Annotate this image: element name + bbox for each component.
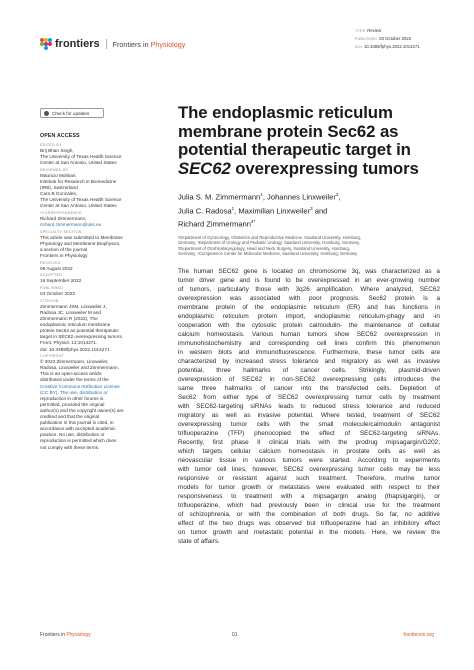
sidebar-section-text: credited and that the original <box>40 414 100 420</box>
sidebar-section-text: reproduction is permitted which does <box>40 438 117 444</box>
sidebar-section-text: 03 October 2022 <box>40 291 75 297</box>
abstract-line: cooperation with the cytosolic protein calmodulin- the maintenance of cellular <box>178 321 440 329</box>
sidebar-section-text: Front. Physiol. 13:1014271. <box>40 340 98 346</box>
author-affiliation-mark: 4* <box>251 218 256 224</box>
affiliation-line: Germany, ²Department of Urology and Pediatric Urology, Saarland University, Homburg, Germany, <box>178 240 360 246</box>
sidebar-section-label: CITATION <box>40 298 59 303</box>
abstract-line: effect of the two drugs was observed but trifluoperazine had an inhibitory effect <box>178 520 440 528</box>
affiliation-line: ³Department of Otorhinolaryngology, Head and Neck Surgery, Saarland University, Homburg, <box>178 245 350 251</box>
abstract-line: same three hallmarks of cancer into the transfected cells. Depletion of <box>178 384 440 392</box>
author-list <box>178 190 440 229</box>
abstract-line: with tumor cell lines, however, SEC62 overexpressing tumor cells may be less <box>178 466 440 474</box>
abstract-line: responsiveness to treatment with a mipsagargin analog (thapsigargin), or <box>178 493 440 501</box>
sidebar-link[interactable]: (CC BY). The use, distribution or <box>40 389 108 395</box>
sidebar-section-text: Radosa, Linxweiler and Zimmermann. <box>40 365 119 371</box>
sidebar-section-text: 08 August 2022 <box>40 265 73 271</box>
abstract-line: in western blots and immunofluorescence. Furthermore, these tumor cells are <box>178 348 440 356</box>
article-sidebar <box>40 108 158 451</box>
abstract <box>178 267 440 546</box>
abstract-line: endoplasmic reticulum protein import, endoplasmic reticulum-phagy and -in <box>178 312 440 320</box>
abstract-line: of tumors, particularly those with 3q26 amplification. Where analyzed, SEC62 <box>178 285 440 293</box>
check-updates-icon <box>44 111 49 116</box>
meta-type: TYPE Review <box>355 28 382 33</box>
sidebar-section-text: protein Sec62 as potential therapeutic <box>40 328 119 334</box>
author-affiliation-mark: 3 <box>310 205 313 211</box>
sidebar-section-text: accordance with accepted academic <box>40 426 116 432</box>
affiliation-line: ¹Department of Gynecology, Obstetrics and Reproductive Medicine, Saarland University, Homburg, <box>178 234 362 240</box>
abstract-line: migratory as well as invasive potential. Where tested, treatment of SEC62 <box>178 412 440 419</box>
page-header <box>0 0 474 80</box>
page-footer <box>40 632 434 640</box>
author-name[interactable]: Maximilian Linxweiler <box>238 206 311 216</box>
article-meta <box>355 27 465 51</box>
meta-published: PUBLISHED 03 October 2022 <box>355 36 412 41</box>
sidebar-section-text: distributed under the terms of the <box>40 377 109 383</box>
sidebar-section-text: The University of Texas Health Science <box>40 197 122 203</box>
author-separator: , <box>262 192 268 202</box>
footer-site-link[interactable]: frontiersin.org <box>403 632 434 638</box>
sidebar-section-text: Physiology and Membrane Biophysics, <box>40 240 121 246</box>
article-main <box>178 104 440 546</box>
sidebar-section-text: doi: 10.3389/fphys.2022.1014271 <box>40 346 110 352</box>
sidebar-section-text: Center at San Antonio, United States <box>40 160 117 166</box>
abstract-line: calcium homeostasis. Various human tumors show SEC62 overexpression in <box>178 330 440 338</box>
abstract-line: immunohistochemistry and corresponding cell lines confirm this phenomenon <box>178 339 440 347</box>
sidebar-section-text: target in SEC62 overexpressing tumors. <box>40 334 124 340</box>
sidebar-section-text: Cara B Gonzales, <box>40 191 77 197</box>
sidebar-section-label: *CORRESPONDENCE <box>40 211 82 216</box>
affiliations <box>178 235 440 257</box>
abstract-line: which targets cellular calcium homeostasis in prostate cells as well as <box>178 448 440 456</box>
sidebar-section-text: Institute for Research in Biomedicine <box>40 178 117 184</box>
sidebar-section-text: Frontiers in Physiology <box>40 253 88 259</box>
author-name[interactable]: Julia S. M. Zimmermann <box>178 192 261 202</box>
abstract-line: with SEC62-targeting siRNAs leads to reduced stress tolerance and reduced <box>178 402 440 410</box>
sidebar-section-text: Mauricio Molinari, <box>40 172 77 178</box>
sidebar-section-text: not comply with these terms. <box>40 444 100 450</box>
affiliation-line: Germany, ⁴Competence Center for Molecular Medicine, Saarland University, Homburg, Germany <box>178 251 358 257</box>
sidebar-link[interactable]: Creative Commons Attribution License <box>40 383 120 389</box>
abstract-line: trifluoperazine (TFP) phenocopied the effect of SEC62-targeting siRNAs. <box>178 430 440 438</box>
open-access-label: OPEN ACCESS <box>40 133 80 139</box>
sidebar-section-text: author(s) and the copyright owner(s) are <box>40 407 124 413</box>
sidebar-section-text: Richard Zimmermann, <box>40 216 87 222</box>
page-number: 01 <box>232 632 238 638</box>
abstract-line: The human SEC62 gene is located on chromosome 3q, was characterized as a <box>178 267 440 275</box>
sidebar-section-text: reproduction in other forums is <box>40 395 104 401</box>
sidebar-section-label: ACCEPTED <box>40 273 63 278</box>
article-title <box>178 104 440 178</box>
sidebar-section-label: COPYRIGHT <box>40 354 65 359</box>
abstract-line: potential, three hallmarks of cancer cells. Strikingly, plasmid-driven <box>178 366 440 374</box>
title-line: overexpressing tumors <box>230 158 419 178</box>
abstract-line: membrane protein of the endoplasmic reticulum (ER) and has functions in <box>178 303 440 311</box>
title-gene-name: SEC62 <box>178 158 231 178</box>
abstract-line: overexpression of SEC62 in non-SEC62 overexpressing cells introduces the <box>178 375 440 383</box>
abstract-line: Sec62 from either type of SEC62 overexpressing tumor cells by treatment <box>178 393 440 401</box>
logo-divider <box>106 39 107 49</box>
abstract-line: characterized by increased stress tolerance and migratory as well as invasive <box>178 357 440 365</box>
title-line: membrane protein Sec62 as <box>178 121 399 141</box>
sidebar-section-text: Zimmermann R (2022), The <box>40 316 98 322</box>
check-updates-label: Check for updates <box>52 110 90 116</box>
author-name[interactable]: Julia C. Radosa <box>178 206 232 216</box>
author-affiliation-mark: 2 <box>335 192 339 198</box>
sidebar-section-text: Center at San Antonio, United States <box>40 203 117 209</box>
abstract-line: tumor driver gene and is found to be overexpressed in an ever-growing number <box>178 276 440 284</box>
sidebar-section-text: (IRB), Switzerland <box>40 185 78 191</box>
frontiers-logo-icon <box>40 38 52 50</box>
sidebar-section-text: This article was submitted to Membrane <box>40 234 123 240</box>
title-line: The endoplasmic reticulum <box>178 103 393 122</box>
meta-doi[interactable]: DOI 10.3389/fphys.2022.1014271 <box>355 44 420 49</box>
check-for-updates-button[interactable] <box>40 108 104 118</box>
sidebar-section-text: © 2022 Zimmermann, Linxweiler, <box>40 359 109 365</box>
sidebar-section-text: Zimmermann JSM, Linxweiler J, <box>40 303 107 309</box>
sidebar-section-text: a section of the journal <box>40 247 88 252</box>
sidebar-section-label: PUBLISHED <box>40 286 64 291</box>
abstract-line: overexpressing tumor cells with the small molecule/calmodulin antagonist <box>178 421 440 429</box>
abstract-line: on tumor growth and metastatic potential in the models. Here, we review the <box>178 529 440 537</box>
sidebar-section-label: EDITED BY <box>40 143 62 147</box>
sidebar-section-text: The University of Texas Health Science <box>40 154 122 160</box>
title-line: potential therapeutic target in <box>178 140 411 160</box>
sidebar-section-text: endoplasmic reticulum membrane <box>40 322 111 328</box>
abstract-line: responsive or resistant against such treatment. Therefore, murine tumor <box>178 475 440 483</box>
abstract-line: overexpression was associated with poor prognosis. Sec62 protein is a <box>178 294 440 302</box>
brand-name: frontiers <box>55 38 100 50</box>
sidebar-section-text: This is an open-access article <box>40 371 102 377</box>
abstract-line: of schizophrenia, or with the combination of both drugs. So far, no additive <box>178 511 440 519</box>
author-name[interactable]: Johannes Linxweiler <box>267 192 336 202</box>
frontiers-logo[interactable] <box>40 38 185 50</box>
sidebar-section-text: Brij Bhan Singh, <box>40 148 74 153</box>
author-separator: and <box>312 206 328 216</box>
author-separator: , <box>234 206 239 216</box>
sidebar-section-text: permitted, provided the original <box>40 401 105 407</box>
abstract-line: models for tumor growth or metastasis were evaluated with respect to their <box>178 484 440 492</box>
sidebar-section-label: REVIEWED BY <box>40 167 69 172</box>
sidebar-section-label: SPECIALTY SECTION <box>40 229 82 234</box>
author-separator: , <box>338 192 341 202</box>
author-affiliation-mark: 1 <box>260 192 263 198</box>
footer-journal: Frontiers in Physiology <box>40 632 91 638</box>
abstract-line: Recently, first phase II clinical trials with the prodrug mipsagargin/G202, <box>178 439 440 447</box>
author-name[interactable]: Richard Zimmermann <box>178 219 252 229</box>
journal-name: Frontiers in Physiology <box>112 39 186 49</box>
sidebar-section-text: Radosa JC, Linxweiler M and <box>40 309 101 315</box>
sidebar-link[interactable]: richard.zimmermann@uks.eu <box>40 222 102 228</box>
abstract-line: neovascular tissue in various tumors were started. According to experiments <box>178 457 440 465</box>
sidebar-sections <box>40 143 158 451</box>
sidebar-section-text: practice. No use, distribution or <box>40 432 105 438</box>
abstract-line: state of affairs. <box>178 538 220 546</box>
author-affiliation-mark: 1 <box>231 205 235 211</box>
sidebar-section-label: RECEIVED <box>40 260 61 265</box>
sidebar-section-text: publication in this journal is cited, in <box>40 420 114 426</box>
abstract-line: trifluoperazine, which had previously been in clinical use for the treatment <box>178 502 440 510</box>
sidebar-section-text: 16 September 2022 <box>40 278 82 284</box>
